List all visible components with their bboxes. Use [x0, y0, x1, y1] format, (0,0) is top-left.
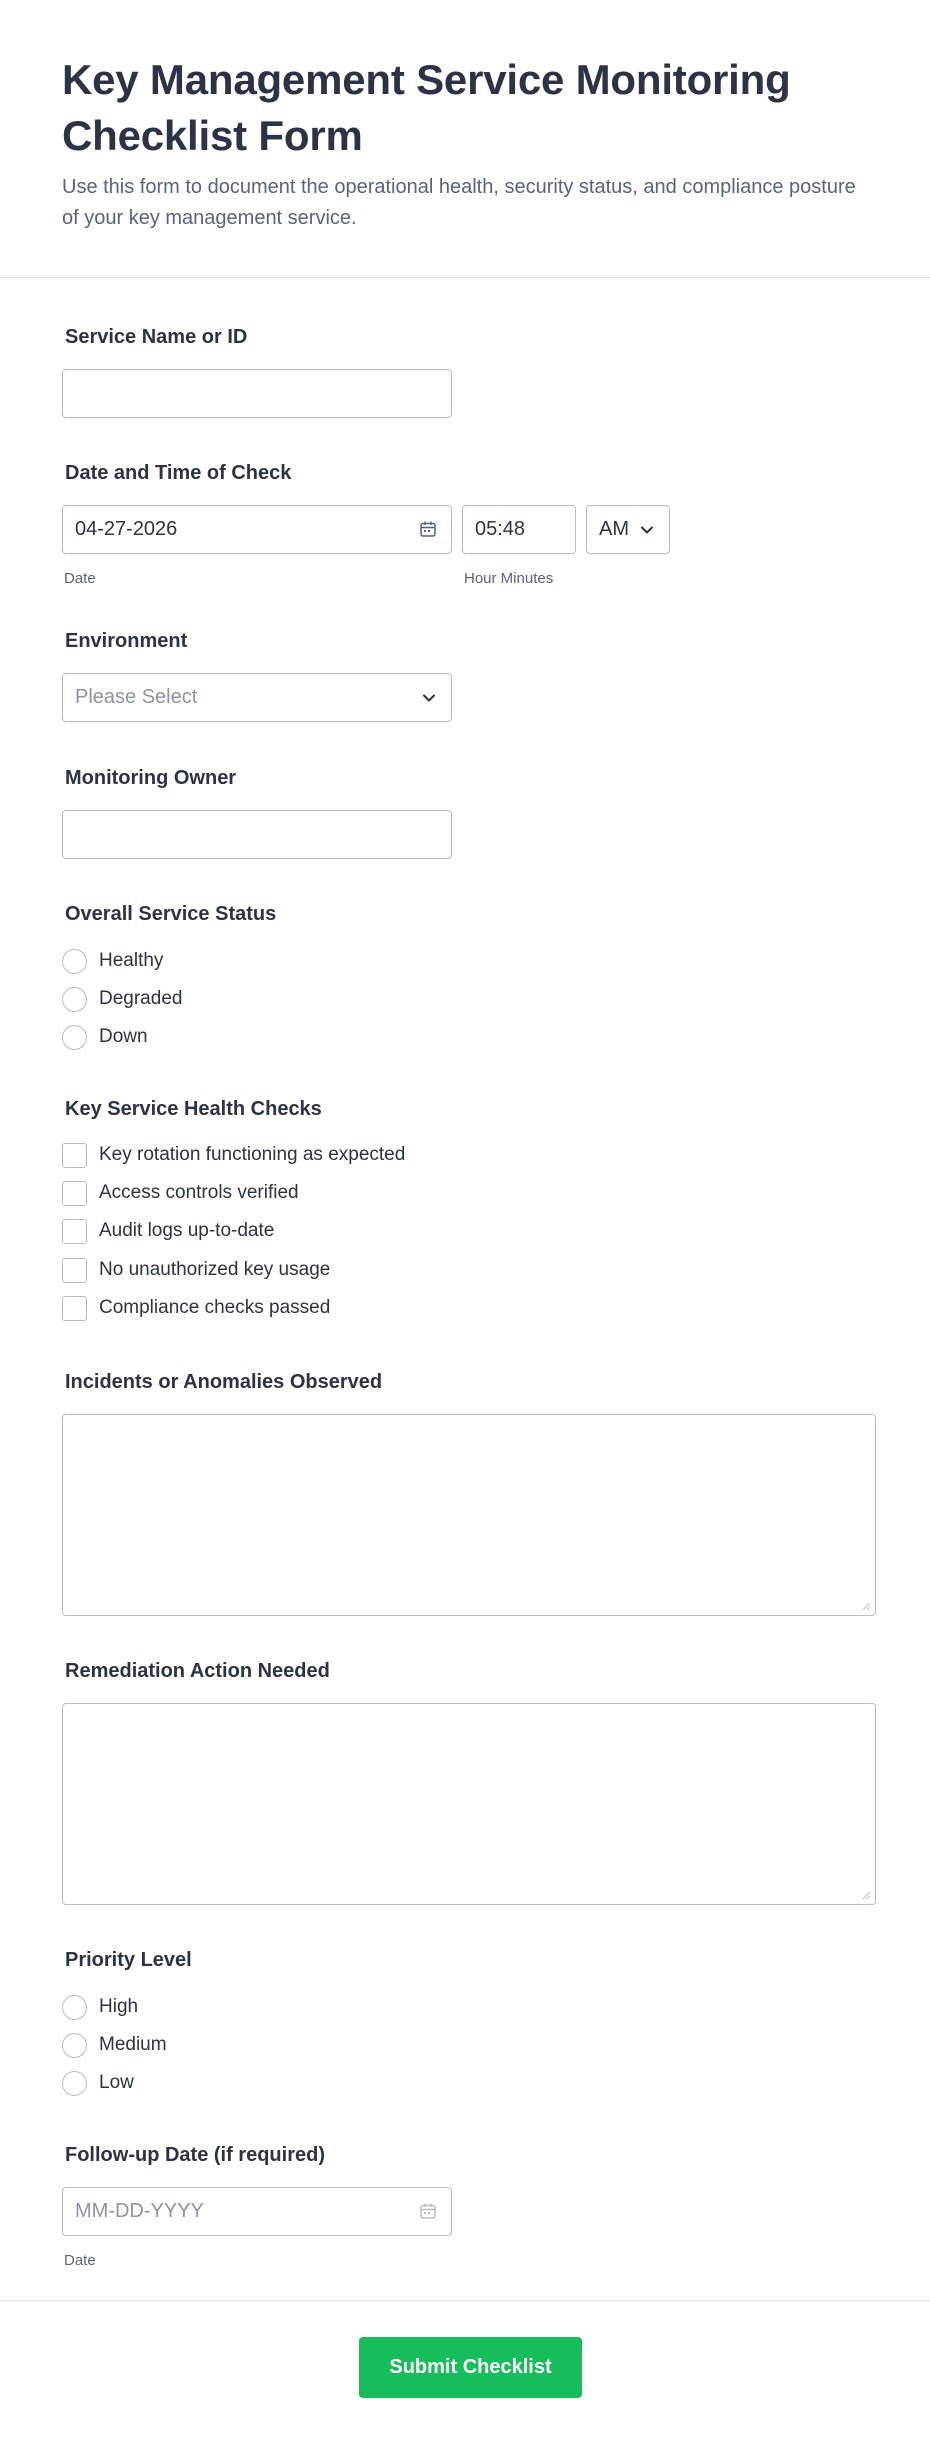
calendar-icon[interactable]: [419, 2202, 437, 2220]
priority-option[interactable]: [62, 1993, 138, 2021]
status-label: Overall Service Status: [65, 903, 277, 925]
option-label: Down: [99, 1026, 148, 1047]
priority-option[interactable]: [62, 2031, 167, 2059]
option-label: Audit logs up-to-date: [99, 1220, 275, 1241]
option-label: Healthy: [99, 950, 164, 971]
form-footer: [0, 2300, 930, 2445]
owner-label: Monitoring Owner: [65, 767, 237, 789]
checkbox[interactable]: [62, 1181, 87, 1206]
option-label: High: [99, 1996, 139, 2017]
incidents-textarea[interactable]: [62, 1414, 876, 1616]
calendar-icon[interactable]: [419, 520, 437, 538]
environment-select[interactable]: [62, 673, 452, 722]
status-option[interactable]: [62, 985, 182, 1013]
health-check-option[interactable]: [62, 1179, 299, 1207]
status-option[interactable]: [62, 1023, 148, 1051]
resize-grip-icon[interactable]: [861, 1890, 871, 1900]
radio-button[interactable]: [62, 1025, 87, 1050]
health-check-option[interactable]: [62, 1217, 274, 1245]
service-name-label: Service Name or ID: [65, 326, 248, 348]
resize-grip-icon[interactable]: [861, 1601, 871, 1611]
environment-label: Environment: [65, 630, 188, 652]
checkbox[interactable]: [62, 1143, 87, 1168]
remediation-textarea[interactable]: [62, 1703, 876, 1905]
health-check-option[interactable]: [62, 1294, 330, 1322]
remediation-label: Remediation Action Needed: [65, 1660, 330, 1682]
option-label: No unauthorized key usage: [99, 1259, 331, 1280]
followup-sublabel: Date: [64, 2252, 96, 2269]
option-label: Compliance checks passed: [99, 1297, 331, 1318]
time-sublabel: Hour Minutes: [464, 570, 554, 587]
date-input[interactable]: [62, 505, 452, 554]
health-check-option[interactable]: [62, 1256, 330, 1284]
option-label: Low: [99, 2072, 134, 2093]
followup-label: Follow-up Date (if required): [65, 2144, 325, 2166]
ampm-value: AM: [599, 518, 629, 540]
radio-button[interactable]: [62, 2033, 87, 2058]
environment-placeholder: Please Select: [75, 686, 198, 708]
checkbox[interactable]: [62, 1258, 87, 1283]
priority-label: Priority Level: [65, 1949, 192, 1971]
health-check-option[interactable]: [62, 1141, 405, 1169]
option-label: Key rotation functioning as expected: [99, 1144, 406, 1165]
priority-option[interactable]: [62, 2069, 134, 2097]
chevron-down-icon: [639, 522, 655, 538]
date-value: 04-27-2026: [75, 518, 178, 540]
owner-input[interactable]: [62, 810, 452, 859]
followup-placeholder: MM-DD-YYYY: [75, 2200, 204, 2222]
page-subtitle: Use this form to document the operational health, security status, and compliance posture of your key management service.: [62, 176, 856, 229]
option-label: Degraded: [99, 988, 183, 1009]
radio-button[interactable]: [62, 949, 87, 974]
ampm-select[interactable]: [586, 505, 670, 554]
checkbox[interactable]: [62, 1296, 87, 1321]
checkbox[interactable]: [62, 1219, 87, 1244]
followup-date-input[interactable]: [62, 2187, 452, 2236]
option-label: Medium: [99, 2034, 167, 2055]
chevron-down-icon: [421, 690, 437, 706]
status-option[interactable]: [62, 947, 163, 975]
datetime-label: Date and Time of Check: [65, 462, 292, 484]
option-label: Access controls verified: [99, 1182, 299, 1203]
submit-button[interactable]: Submit Checklist: [359, 2337, 582, 2398]
service-name-input[interactable]: [62, 369, 452, 418]
time-input[interactable]: 05:48: [462, 505, 576, 554]
page-title: Key Management Service Monitoring Checklist Form: [62, 56, 791, 159]
form-header: [0, 0, 930, 278]
radio-button[interactable]: [62, 987, 87, 1012]
incidents-label: Incidents or Anomalies Observed: [65, 1371, 383, 1393]
radio-button[interactable]: [62, 2071, 87, 2096]
date-sublabel: Date: [64, 570, 96, 587]
health-checks-label: Key Service Health Checks: [65, 1098, 322, 1120]
form-body: [0, 278, 930, 2298]
radio-button[interactable]: [62, 1995, 87, 2020]
